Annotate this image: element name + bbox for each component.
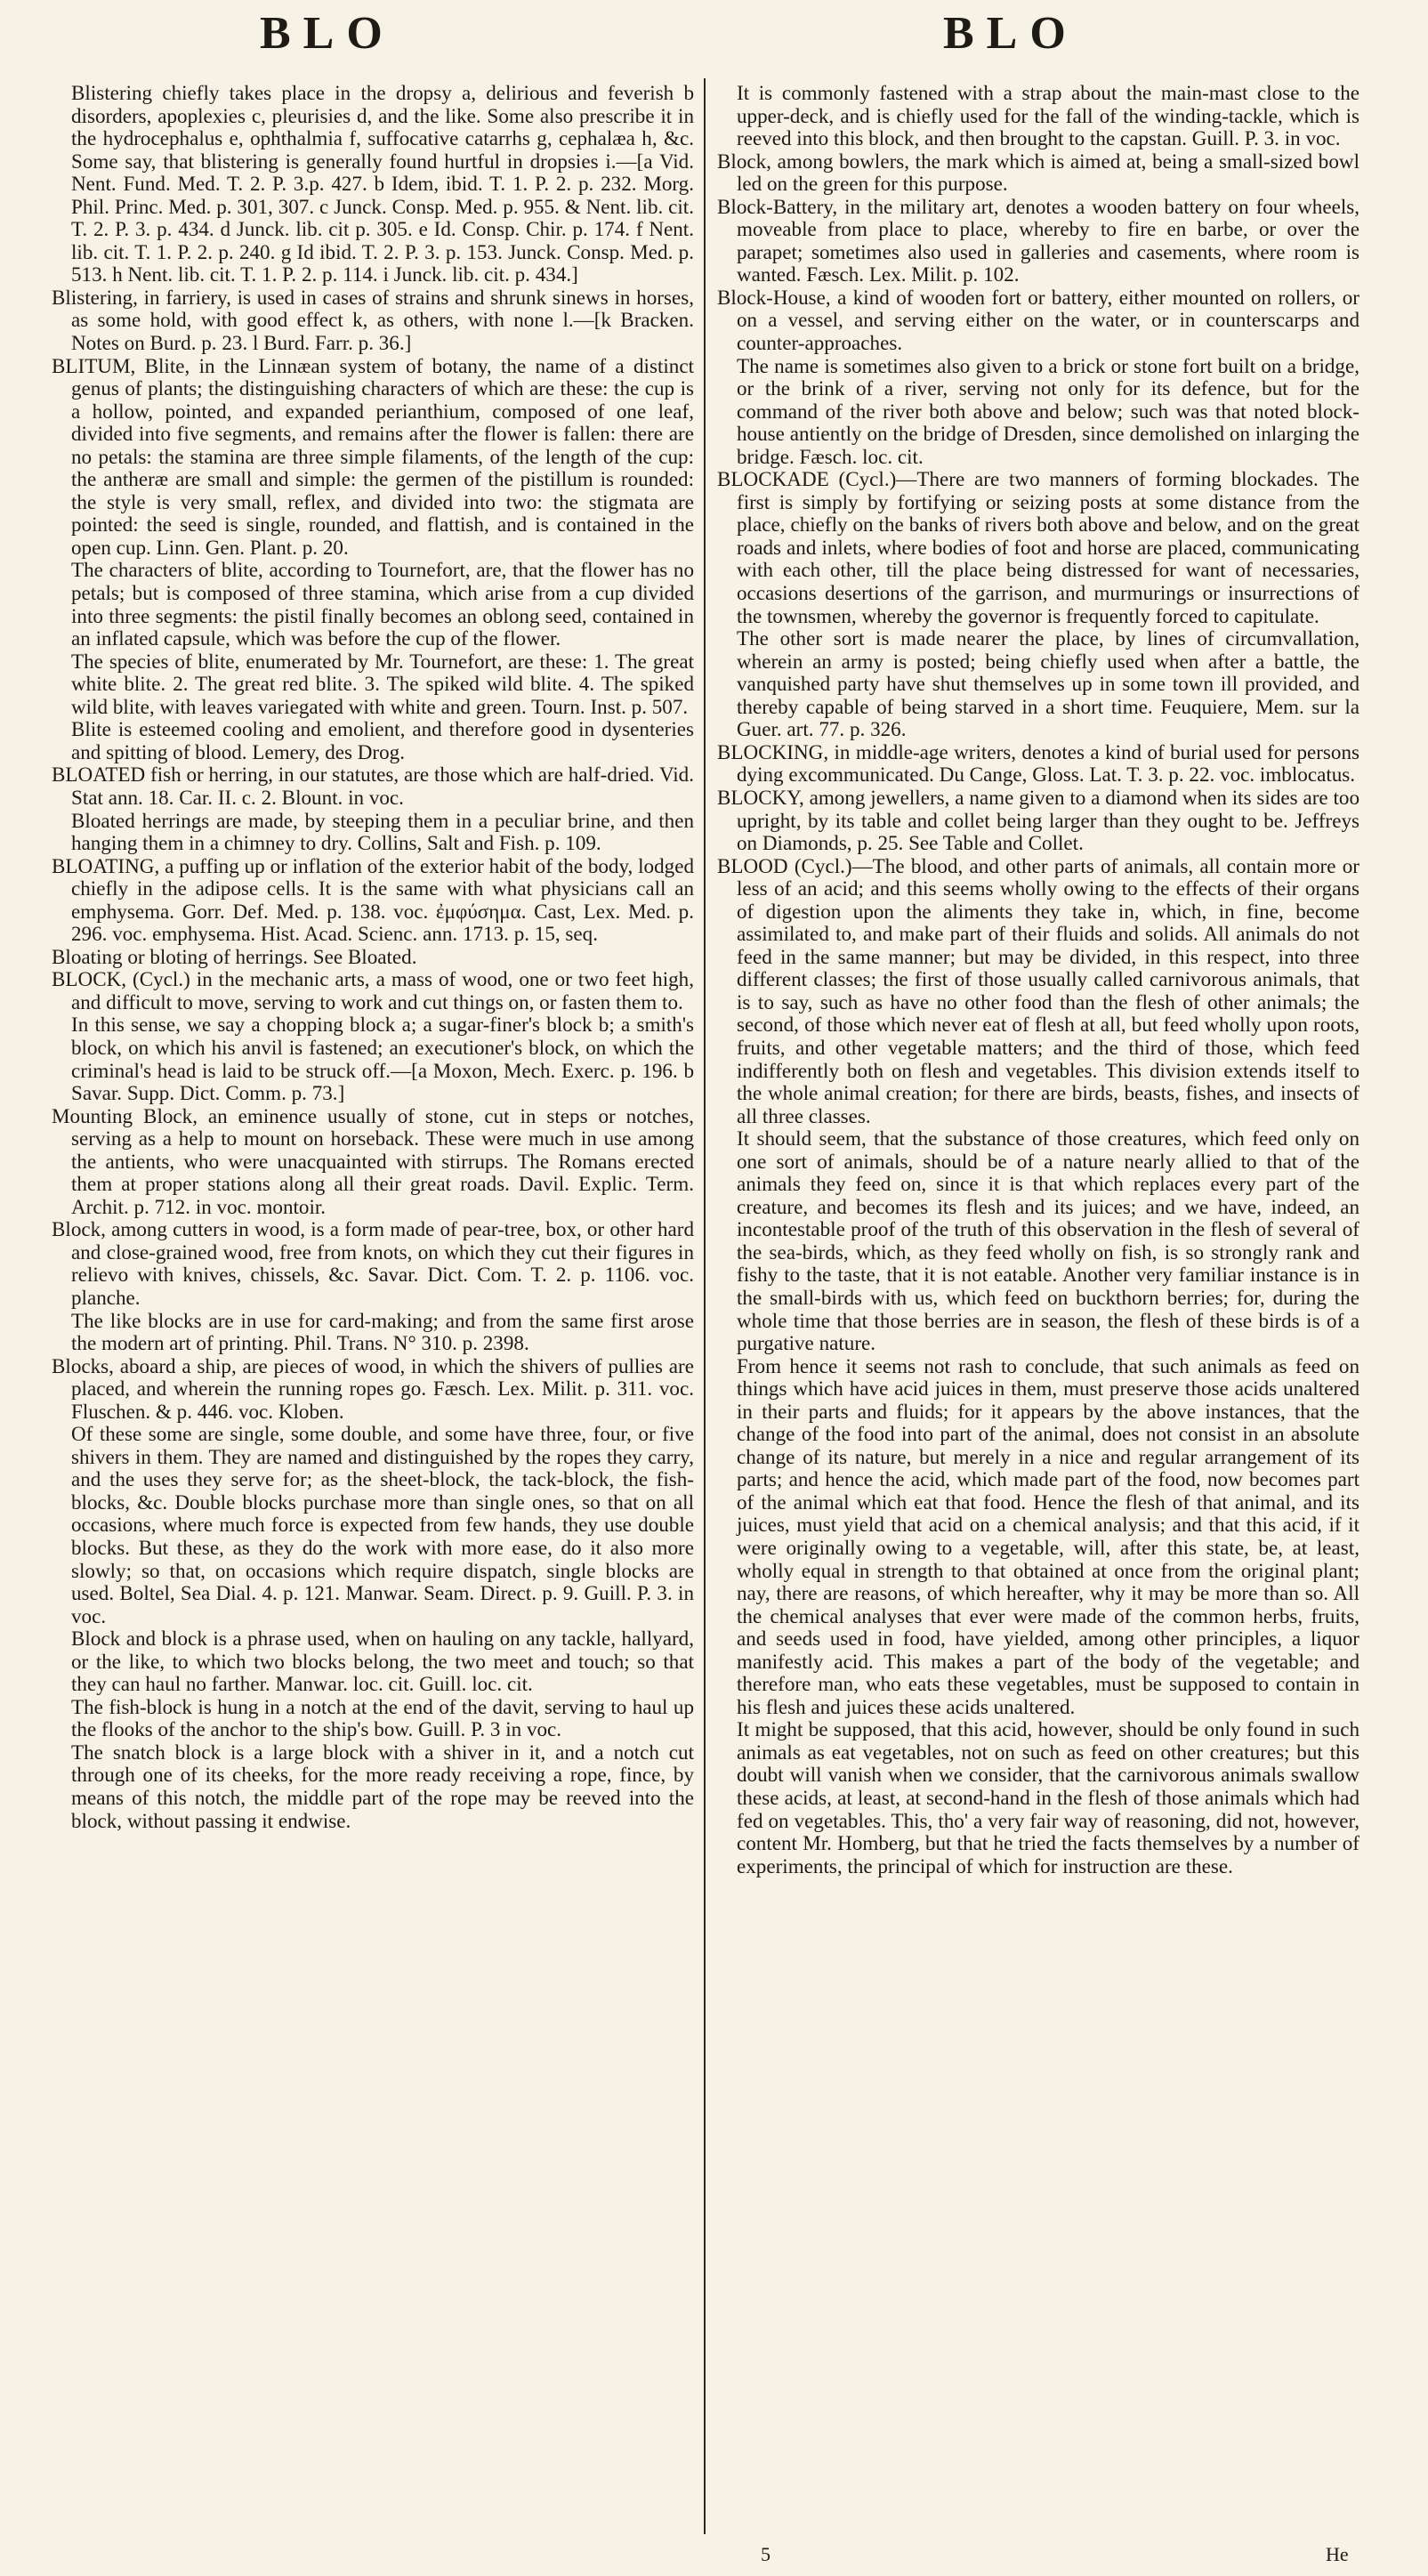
entry-paragraph: Bloated herrings are made, by steeping them in a peculiar brine, and then hanging them in a chimney to dry. Collins, Salt and Fish. p. 109. [71, 808, 694, 855]
entry-paragraph: It is commonly fastened with a strap about the main-mast close to the upper-deck, and is chiefly used for the fall of the winding-tackle, which is reeved into this block, and then brought to the capstan. Guill. P. 3. in voc. [737, 81, 1359, 150]
entry-paragraph: The species of blite, enumerated by Mr. Tournefort, are these: 1. The great white blite. 2. The great red blite. 3. The spiked wild blite. 4. The spiked wild blite, with leaves variegated with white and green. Tourn. Inst. p. 507. [71, 649, 694, 718]
entry-paragraph: The name is sometimes also given to a brick or stone fort built on a bridge, or the brink of a river, serving not only for its defence, but for the command of the river both above and below; such was that noted block-house antiently on the bridge of Dresden, since demolished on inlarging the bridge. Fæsch. loc. cit. [737, 353, 1359, 468]
entry-paragraph: The other sort is made nearer the place, by lines of circumvallation, wherein an army is posted; being chiefly used when after a battle, the vanquished party have shut themselves up in some town ill provided, and thereby capable of being starved in a short time. Feuquiere, Mem. sur la Guer. art. 77. p. 326. [737, 626, 1359, 741]
dictionary-entry: Block, among cutters in wood, is a form made of pear-tree, box, or other hard and close-grained wood, free from knots, on which they cut their figures in relievo with knives, chissels, &c. Savar. Dict. Com. T. 2. p. 1106. voc. planche. [52, 1217, 694, 1309]
dictionary-entry: Block-House, a kind of wooden fort or battery, either mounted on rollers, or on a vessel, and serving either on the water, or in counterscarps and counter-approaches. [717, 285, 1359, 355]
entry-paragraph: The fish-block is hung in a notch at the end of the davit, serving to haul up the flooks of the anchor to the ship's bow. Guill. P. 3 in voc. [71, 1694, 694, 1741]
dictionary-entry: BLOATED fish or herring, in our statutes, are those which are half-dried. Vid. Stat ann. 18. Car. II. c. 2. Blount. in voc. [52, 763, 694, 809]
running-header [0, 7, 1428, 61]
header-right-word: BLO [943, 8, 1078, 59]
dictionary-entry: Mounting Block, an eminence usually of stone, cut in steps or notches, serving as a help to mount on horseback. These were much in use among the antients, who were unacquainted with stirrups. The Romans erected them at proper stations along all their great roads. Davil. Explic. Term. Archit. p. 712. in voc. montoir. [52, 1103, 694, 1218]
dictionary-entry: BLOCKING, in middle-age writers, denotes a kind of burial used for persons dying excommunicated. Du Cange, Gloss. Lat. T. 3. p. 22. voc. imblocatus. [717, 739, 1359, 787]
dictionary-entry: Blocks, aboard a ship, are pieces of wood, in which the shivers of pullies are placed, and wherein the running ropes go. Fæsch. Lex. Milit. p. 311. voc. Fluschen. & p. 446. voc. Kloben. [52, 1353, 694, 1423]
column-divider [704, 78, 706, 2534]
dictionary-entry: BLOCK, (Cycl.) in the mechanic arts, a mass of wood, one or two feet high, and difficult to move, serving to work and cut things on, or fasten them to. [52, 967, 694, 1013]
dictionary-entry: Bloating or bloting of herrings. See Bloated. [52, 944, 417, 968]
dictionary-entry: BLOATING, a puffing up or inflation of the exterior habit of the body, lodged chiefly in the adipose cells. It is the same with what physicians call an emphysema. Gorr. Def. Med. p. 138. voc. ἐμφύσημα. Cast, Lex. Med. p. 296. voc. emphysema. Hist. Acad. Scienc. ann. 1713. p. 15, seq. [52, 853, 694, 946]
dictionary-entry: BLOOD (Cycl.)—The blood, and other parts of animals, all contain more or less of an acid; and this seems wholly owing to the effects of their organs of digestion upon the aliments they take in, which, in fine, become assimilated to, and make part of their fluids and solids. All animals do not feed in the same manner; but may be divided, in this respect, into three different classes; the first of those usually called carnivorous animals, that is to say, such as have no other food than the flesh of other animals; the second, of those which never eat of flesh at all, but feed wholly upon roots, fruits, and other vegetable matters; and the third of those, which feed indifferently both on flesh and vegetables. This division extends itself to the whole animal creation; for there are birds, beasts, fishes, and insects of all three classes. [717, 853, 1359, 1127]
header-left-word: BLO [260, 8, 395, 59]
dictionary-entry: Blistering, in farriery, is used in cases of strains and shrunk sinews in horses, as some hold, with good effect k, as others, with none l.—[k Bracken. Notes on Burd. p. 23. l Burd. Farr. p. 36.] [52, 285, 694, 355]
page-number: 5 [761, 2543, 770, 2565]
entry-paragraph: The characters of blite, according to Tournefort, are, that the flower has no petals; but is composed of three stamina, which arise from a cup divided into three segments: the pistil finally becomes an oblong seed, contained in an inflated capsule, which was before the cup of the flower. [71, 558, 694, 650]
entry-paragraph: Of these some are single, some double, and some have three, four, or five shivers in them. They are named and distinguished by the ropes they carry, and the uses they serve for; as the sheet-block, the tack-block, the fish-blocks, &c. Double blocks purchase more than single ones, so that on all occasions, where much force is expected from few hands, they use double blocks. But these, as they do the work with more ease, do it also more slowly; so that, on occasions which require dispatch, single blocks are used. Boltel, Sea Dial. 4. p. 121. Manwar. Seam. Direct. p. 9. Guill. P. 3. in voc. [71, 1422, 694, 1627]
entry-paragraph: The like blocks are in use for card-making; and from the same first arose the modern art of printing. Phil. Trans. N° 310. p. 2398. [71, 1308, 694, 1355]
entry-paragraph: Blistering chiefly takes place in the dropsy a, delirious and feverish b disorders, apoplexies c, pleurisies d, and the like. Some also prescribe it in the hydrocephalus e, ophthalmia f, suffocative catarrhs g, cephalæa h, &c. Some say, that blistering is generally found hurtful in dropsies i.—[a Vid. Nent. Fund. Med. T. 2. P. 3.p. 427. b Idem, ibid. T. 1. P. 2. p. 232. Morg. Phil. Princ. Med. p. 301, 307. c Junck. Consp. Med. p. 955. & Nent. lib. cit. T. 2. P. 3. p. 434. d Junck. lib. cit p. 305. e Id. Consp. Chir. p. 174. f Nent. lib. cit. T. 1. P. 2. p. 240. g Id ibid. T. 2. P. 3. p. 153. Junck. Consp. Med. p. 513. h Nent. lib. cit. T. 1. P. 2. p. 114. i Junck. lib. cit. p. 434.] [71, 81, 694, 287]
dictionary-entry: BLOCKY, among jewellers, a name given to a diamond when its sides are too upright, by its table and collet being larger than they ought to be. Jeffreys on Diamonds, p. 25. See Table and Collet. [717, 785, 1359, 855]
left-column [52, 82, 694, 1832]
entry-paragraph: Blite is esteemed cooling and emolient, and therefore good in dysenteries and spitting of blood. Lemery, des Drog. [71, 717, 694, 763]
dictionary-entry: BLOCKADE (Cycl.)—There are two manners of forming blockades. The first is simply by fortifying or seizing posts at some distance from the place, chiefly on the banks of rivers both above and below, and on the great roads and inlets, where bodies of foot and horse are placed, communicating with each other, till the place being distressed for want of necessaries, occasions desertions of the garrison, and murmurings or insurrections of the townsmen, whereby the governor is frequently forced to capitulate. [717, 467, 1359, 627]
dictionary-entry: Block-Battery, in the military art, denotes a wooden battery on four wheels, moveable from place to place, whereby to fire en barbe, or over the parapet; sometimes also used in galleries and casements, where room is wanted. Fæsch. Lex. Milit. p. 102. [717, 194, 1359, 287]
entry-paragraph: Block and block is a phrase used, when on hauling on any tackle, hallyard, or the like, to which two blocks belong, the two meet and touch; so that they can haul no farther. Manwar. loc. cit. Guill. loc. cit. [71, 1627, 694, 1696]
entry-paragraph: From hence it seems not rash to conclude, that such animals as feed on things which have acid juices in them, must preserve those acids unaltered in their parts and fluids; for it appears by the above instances, that the change of the food into part of the animal, does not consist in an absolute change of its nature, but merely in a nice and regular arrangement of its parts; and hence the acid, which made part of the food, now becomes part of the animal which eat that food. Hence the flesh of that animal, and its juices, must yield that acid on a chemical analysis; and that this acid, if it were originally owing to a vegetable, will, after this state, be, at least, wholly equal in strength to that obtained at once from the original plant; nay, there are reasons, of which hereafter, why it may be more than so. All the chemical analyses that ever were made of the common herbs, fruits, and seeds used in food, have yielded, among other principles, a liquor manifestly acid. This makes a part of the body of the vegetable; and therefore man, who eats these vegetables, must be supposed to contain in his flesh and juices these acids unaltered. [737, 1353, 1359, 1718]
catchword: He [1326, 2543, 1349, 2565]
entry-paragraph: It might be supposed, that this acid, however, should be only found in such animals as eat vegetables, not on such as feed on other creatures; but this doubt will vanish when we consider, that the carnivorous animals swallow these acids, at least, at second-hand in the flesh of those animals which had fed on vegetables. This, tho' a very fair way of reasoning, did not, however, content Mr. Homberg, but that he tried the facts themselves by a number of experiments, the principal of which for instruction are these. [737, 1717, 1359, 1877]
entry-paragraph: It should seem, that the substance of those creatures, which feed only on one sort of animals, should be of a nature nearly allied to that of the animals they feed on, since it is that which replaces every part of the creature, and becomes its flesh and its juices; and we have, indeed, an incontestable proof of the truth of this observation in the flesh of several of the sea-birds, which, as they feed wholly on fish, is so strongly rank and fishy to the taste, that it is not eatable. Another very familiar instance is in the small-birds with us, which feed on buckthorn berries; for, during the whole time that those berries are in season, the flesh of these birds is of a purgative nature. [737, 1126, 1359, 1355]
right-column [717, 82, 1359, 1877]
dictionary-entry: Block, among bowlers, the mark which is aimed at, being a small-sized bowl led on the green for this purpose. [717, 149, 1359, 196]
entry-paragraph: The snatch block is a large block with a shiver in it, and a notch cut through one of its cheeks, for the more ready receiving a rope, fince, by means of this notch, the middle part of the rope may be reeved into the block, without passing it endwise. [71, 1740, 694, 1832]
entry-paragraph: In this sense, we say a chopping block a; a sugar-finer's block b; a smith's block, on which his anvil is fastened; an executioner's block, on which the criminal's head is laid to be struck off.—[a Moxon, Mech. Exerc. p. 196. b Savar. Supp. Dict. Comm. p. 73.] [71, 1013, 694, 1105]
dictionary-entry: BLITUM, Blite, in the Linnæan system of botany, the name of a distinct genus of plants; the distinguishing characters of which are these: the cup is a hollow, pointed, and expanded perianthium, composed of one leaf, divided into five segments, and remains after the flower is fallen: there are no petals: the stamina are three simple filaments, of the length of the cup: the antheræ are small and simple: the germen of the pistillum is rounded: the style is very small, reflex, and divided into two: the stigmata are pointed: the seed is single, rounded, and flattish, and is contained in the open cup. Linn. Gen. Plant. p. 20. [52, 353, 694, 559]
